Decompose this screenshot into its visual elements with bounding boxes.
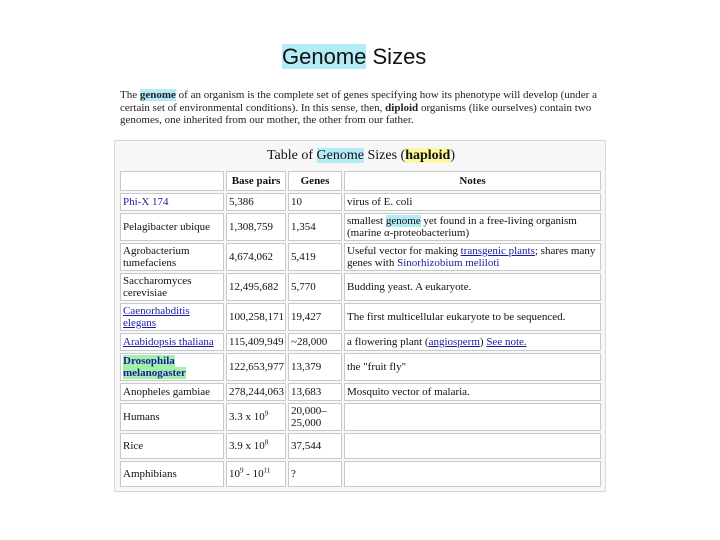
header-notes: Notes: [344, 171, 601, 191]
table-row: [120, 303, 601, 331]
notes-cell: [344, 213, 601, 241]
genes-cell: ~28,000: [288, 333, 342, 351]
notes-cell: [344, 433, 601, 459]
transgenic-plants-link[interactable]: transgenic plants: [460, 245, 535, 257]
table-row: [120, 383, 601, 401]
genes-cell: 10: [288, 193, 342, 211]
notes-cell: [344, 243, 601, 271]
sinorhizobium-link[interactable]: Sinorhizobium meliloti: [397, 257, 500, 269]
base-pairs-value: 3.9 x 10: [229, 440, 265, 452]
base-pairs-cell: 4,674,062: [226, 243, 286, 271]
organism-cell[interactable]: [120, 333, 224, 351]
base-pairs-cell: [226, 461, 286, 487]
table-header-row: [120, 171, 601, 191]
intro-text: The: [120, 89, 140, 101]
table-row: [120, 213, 601, 241]
table-row: [120, 461, 601, 487]
organism-cell[interactable]: [120, 353, 224, 381]
table-row: [120, 333, 601, 351]
caption-text: Sizes (: [363, 148, 406, 163]
base-pairs-cell: 115,409,949: [226, 333, 286, 351]
header-organism: [120, 171, 224, 191]
base-pairs-exponent: 8: [264, 438, 269, 447]
genes-cell: 13,683: [288, 383, 342, 401]
organism-link[interactable]: Phi-X 174: [123, 196, 169, 208]
organism-link[interactable]: Drosophila melanogaster: [123, 355, 186, 379]
organism-link[interactable]: Arabidopsis thaliana: [123, 336, 214, 348]
genes-cell: 5,419: [288, 243, 342, 271]
intro-text: organisms (like ourselves) contain two genomes, one inherited from our mother, the other from our father.: [120, 101, 592, 127]
organism-cell: Pelagibacter ubique: [120, 213, 224, 241]
genes-cell: 1,354: [288, 213, 342, 241]
intro-text: of an organism is the complete set of genes specifying how its phenotype will develop (under a certain set of environmental conditions). In this sense, then,: [120, 89, 597, 114]
organism-cell[interactable]: [120, 303, 224, 331]
see-note-link[interactable]: See note.: [486, 336, 527, 348]
title-highlight: Genome: [282, 44, 367, 69]
base-pairs-value: 10: [229, 468, 240, 480]
base-pairs-value: 3.3 x 10: [229, 411, 265, 423]
table-row: [120, 433, 601, 459]
table-caption: [115, 147, 607, 165]
genes-cell: 5,770: [288, 273, 342, 301]
genes-cell: 19,427: [288, 303, 342, 331]
notes-cell: The first multicellular eukaryote to be sequenced.: [344, 303, 601, 331]
genes-cell: ?: [288, 461, 342, 487]
header-base-pairs: Base pairs: [226, 171, 286, 191]
notes-text: Useful vector for making: [347, 245, 461, 257]
genes-cell: 13,379: [288, 353, 342, 381]
notes-text: ; shares many genes with: [347, 245, 596, 269]
base-pairs-value: - 10: [243, 468, 264, 480]
notes-text: ): [479, 336, 487, 348]
caption-text: ): [450, 148, 456, 163]
notes-genome-term: genome: [385, 215, 421, 227]
header-genes: Genes: [288, 171, 342, 191]
page-title: [282, 38, 426, 76]
genome-sizes-table: [118, 169, 603, 489]
notes-cell: the "fruit fly": [344, 353, 601, 381]
organism-cell: Agrobacterium tumefaciens: [120, 243, 224, 271]
organism-cell: Humans: [120, 403, 224, 431]
base-pairs-cell: 1,308,759: [226, 213, 286, 241]
organism-cell: Rice: [120, 433, 224, 459]
base-pairs-cell: [226, 403, 286, 431]
notes-cell: [344, 403, 601, 431]
caption-haploid: haploid: [405, 148, 451, 163]
organism-cell: Amphibians: [120, 461, 224, 487]
title-rest: Sizes: [366, 44, 427, 69]
notes-cell: Mosquito vector of malaria.: [344, 383, 601, 401]
notes-cell: virus of E. coli: [344, 193, 601, 211]
base-pairs-cell: [226, 433, 286, 459]
intro-diploid-term: diploid: [385, 101, 419, 114]
table-row: [120, 243, 601, 271]
intro-genome-term: genome: [139, 89, 176, 101]
organism-cell: Anopheles gambiae: [120, 383, 224, 401]
base-pairs-exponent: 9: [264, 409, 269, 418]
base-pairs-cell: 12,495,682: [226, 273, 286, 301]
base-pairs-cell: 122,653,977: [226, 353, 286, 381]
caption-text: Table of: [266, 148, 317, 163]
organism-cell[interactable]: [120, 193, 224, 211]
base-pairs-exponent: 11: [263, 466, 271, 475]
table-row: [120, 273, 601, 301]
base-pairs-exponent: 9: [240, 466, 244, 475]
table-row: [120, 353, 601, 381]
base-pairs-cell: 100,258,171: [226, 303, 286, 331]
notes-cell: [344, 461, 601, 487]
notes-text: a flowering plant (: [347, 336, 429, 348]
organism-cell: Saccharomyces cerevisiae: [120, 273, 224, 301]
notes-cell: [344, 333, 601, 351]
genes-cell: 20,000–25,000: [288, 403, 342, 431]
organism-link[interactable]: Caenorhabditis elegans: [123, 305, 190, 329]
notes-text: yet found in a free-living organism (marine α-proteobacterium): [347, 215, 577, 239]
genome-table-panel: [114, 140, 606, 492]
caption-genome: Genome: [316, 148, 364, 163]
table-row: [120, 193, 601, 211]
base-pairs-cell: 5,386: [226, 193, 286, 211]
notes-cell: Budding yeast. A eukaryote.: [344, 273, 601, 301]
genes-cell: 37,544: [288, 433, 342, 459]
intro-paragraph: [120, 89, 606, 127]
base-pairs-cell: 278,244,063: [226, 383, 286, 401]
angiosperm-link[interactable]: angiosperm: [428, 336, 480, 348]
notes-text: smallest: [347, 215, 386, 227]
table-row: [120, 403, 601, 431]
